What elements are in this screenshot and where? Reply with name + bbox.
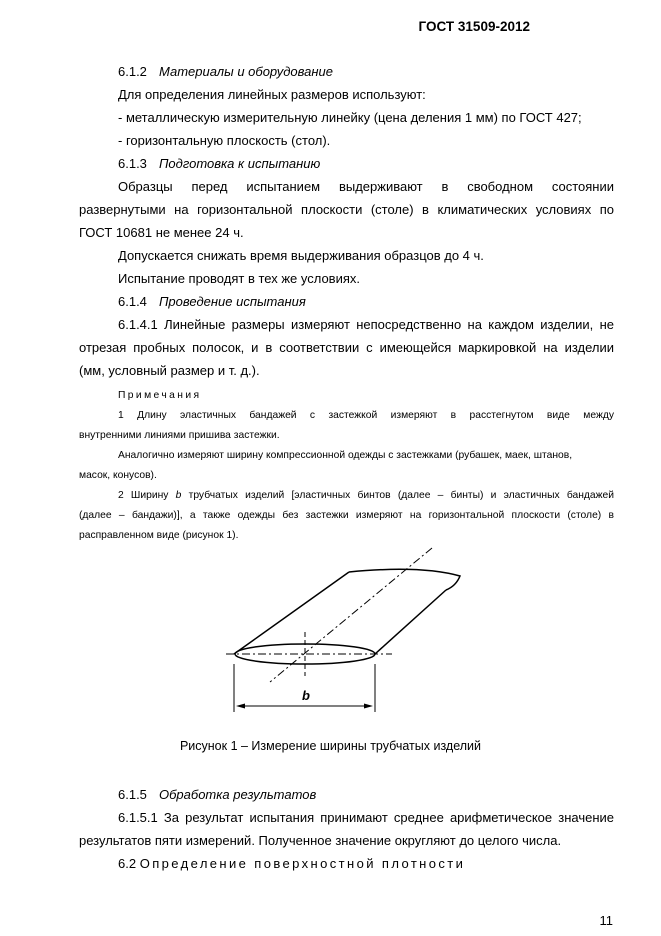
note-line: масок, конусов).: [79, 470, 157, 481]
arrow-right: [364, 704, 373, 709]
figure-caption: Рисунок 1 – Измерение ширины трубчатых изделий: [179, 739, 482, 753]
section-number: 6.2: [118, 856, 137, 871]
section-title: Подготовка к испытанию: [159, 156, 321, 171]
paragraph: Испытание проводят в тех же условиях.: [118, 271, 360, 286]
list-item: - металлическую измерительную линейку (цена деления 1 мм) по ГОСТ 427;: [118, 110, 582, 125]
section-title: Материалы и оборудование: [159, 64, 333, 79]
section-number: 6.1.4: [118, 294, 147, 309]
paragraph-line: отрезая пробных полосок, и в соответствии с имеющейся маркировкой на изделии: [79, 340, 614, 355]
paragraph-line: развернутыми на горизонтальной плоскости (столе) в климатических условиях по: [79, 202, 614, 217]
note-line: внутренними линиями пришива застежки.: [79, 430, 280, 441]
tube-far-end: [349, 569, 460, 590]
section-6-2-heading: [118, 856, 614, 872]
note-line: Аналогично измеряют ширину компрессионной одежды с застежками (рубашек, маек, штанов,: [118, 450, 573, 461]
section-title: Проведение испытания: [159, 294, 306, 309]
notes-heading: Примечания: [118, 390, 202, 401]
section-title: Обработка результатов: [159, 787, 317, 802]
variable-b: b: [175, 490, 182, 501]
paragraph: Для определения линейных размеров используют:: [118, 87, 426, 102]
tube-bottom-edge: [375, 590, 446, 654]
section-number: 6.1.3: [118, 156, 147, 171]
note-line: 1 Длину эластичных бандажей с застежкой измеряют в расстегнутом виде между: [118, 410, 614, 421]
section-6-1-5-heading: [118, 787, 614, 803]
paragraph-line: 6.1.5.1 За результат испытания принимают среднее арифметическое значение: [118, 810, 614, 825]
page-number: 11: [599, 913, 613, 928]
arrow-left: [236, 704, 245, 709]
paragraph-line: (мм, условный размер и т. д.).: [79, 363, 260, 378]
dimension-label: b: [302, 688, 310, 703]
document-header: ГОСТ 31509-2012: [418, 19, 530, 34]
section-number: 6.1.2: [118, 64, 147, 79]
note-line: (далее – бандажи)], а также одежды без застежки измеряют на горизонтальной плоскости (столе) в: [79, 510, 614, 521]
paragraph-line: 6.1.4.1 Линейные размеры измеряют непосредственно на каждом изделии, не: [118, 317, 614, 332]
section-title: Определение поверхностной плотности: [139, 856, 466, 871]
paragraph-line: результатов пяти измерений. Полученное значение округляют до целого числа.: [79, 833, 562, 848]
note-line: расправленном виде (рисунок 1).: [79, 530, 239, 541]
tube-top-edge: [234, 572, 349, 654]
paragraph-line: ГОСТ 10681 не менее 24 ч.: [79, 225, 244, 240]
note-line: 2 Ширину b трубчатых изделий [эластичных бинтов (далее – бинты) и эластичных бандажей: [118, 490, 615, 501]
list-item: - горизонтальную плоскость (стол).: [118, 133, 331, 148]
paragraph-line: Образцы перед испытанием выдерживают в свободном состоянии: [118, 179, 614, 194]
section-number: 6.1.5: [118, 787, 147, 802]
paragraph: Допускается снижать время выдерживания образцов до 4 ч.: [118, 248, 484, 263]
